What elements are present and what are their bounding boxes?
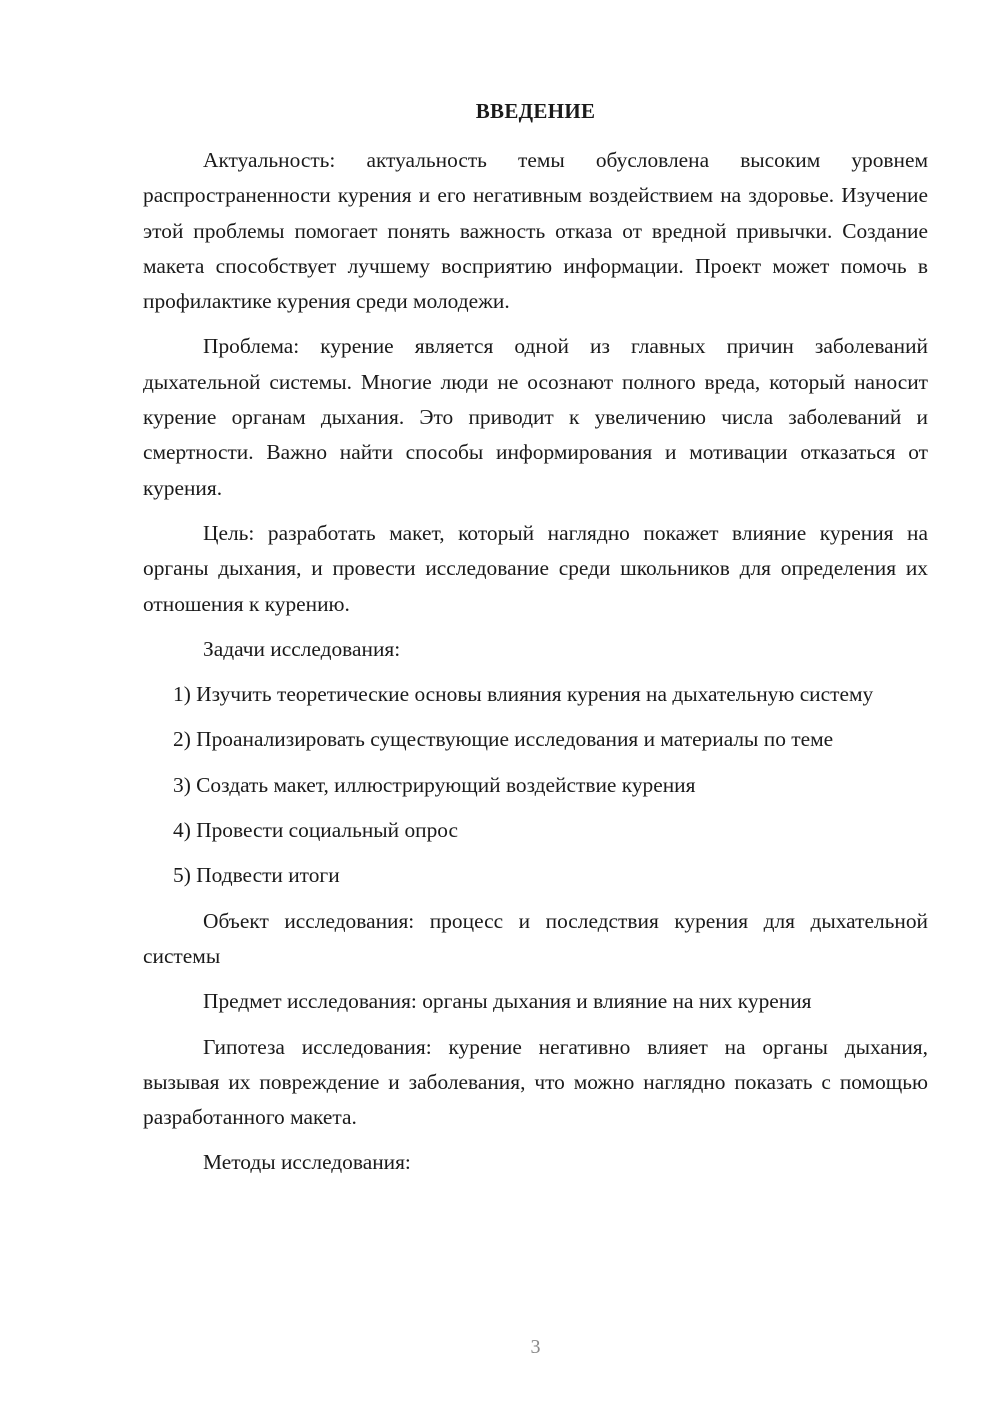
tasks-heading: Задачи исследования: — [203, 636, 401, 661]
methods-heading: Методы исследования: — [203, 1150, 411, 1175]
document-page — [143, 0, 928, 1414]
section-title: ВВЕДЕНИЕ — [475, 99, 596, 123]
problem-paragraph: Проблема: курение является одной из главных причин заболеваний дыхательной системы. Многие люди не осознают полного вреда, который наносит курение органам дыхания. Это приводит к увеличению числа заболеваний и смертности. Важно найти способы информирования и мотивации отказаться от курения. — [143, 334, 928, 500]
list-item: 5) Подвести итоги — [173, 863, 340, 888]
relevance-paragraph: Актуальность: актуальность темы обусловлена высоким уровнем распространенности курения и его негативным воздействием на здоровье. Изучение этой проблемы помогает понять важность отказа от вредной привычки. Создание макета способствует лучшему восприятию информации. Проект может помочь в профилактике курения среди молодежи. — [143, 148, 928, 314]
page-number: 3 — [530, 1336, 541, 1358]
goal-paragraph: Цель: разработать макет, который наглядно покажет влияние курения на органы дыхания, и провести исследование среди школьников для определения их отношения к курению. — [143, 520, 928, 616]
subject-paragraph: Предмет исследования: органы дыхания и влияние на них курения — [203, 989, 812, 1014]
object-paragraph: Объект исследования: процесс и последствия курения для дыхательной системы — [143, 908, 928, 968]
list-item: 4) Провести социальный опрос — [173, 818, 459, 843]
list-item: 2) Проанализировать существующие исследования и материалы по теме — [173, 727, 834, 752]
document-body — [143, 143, 928, 1181]
list-item: 1) Изучить теоретические основы влияния курения на дыхательную систему — [173, 682, 874, 707]
list-item: 3) Создать макет, иллюстрирующий воздействие курения — [173, 772, 696, 797]
hypothesis-paragraph: Гипотеза исследования: курение негативно влияет на органы дыхания, вызывая их повреждение и заболевания, что можно наглядно показать с помощью разработанного макета. — [143, 1034, 928, 1130]
